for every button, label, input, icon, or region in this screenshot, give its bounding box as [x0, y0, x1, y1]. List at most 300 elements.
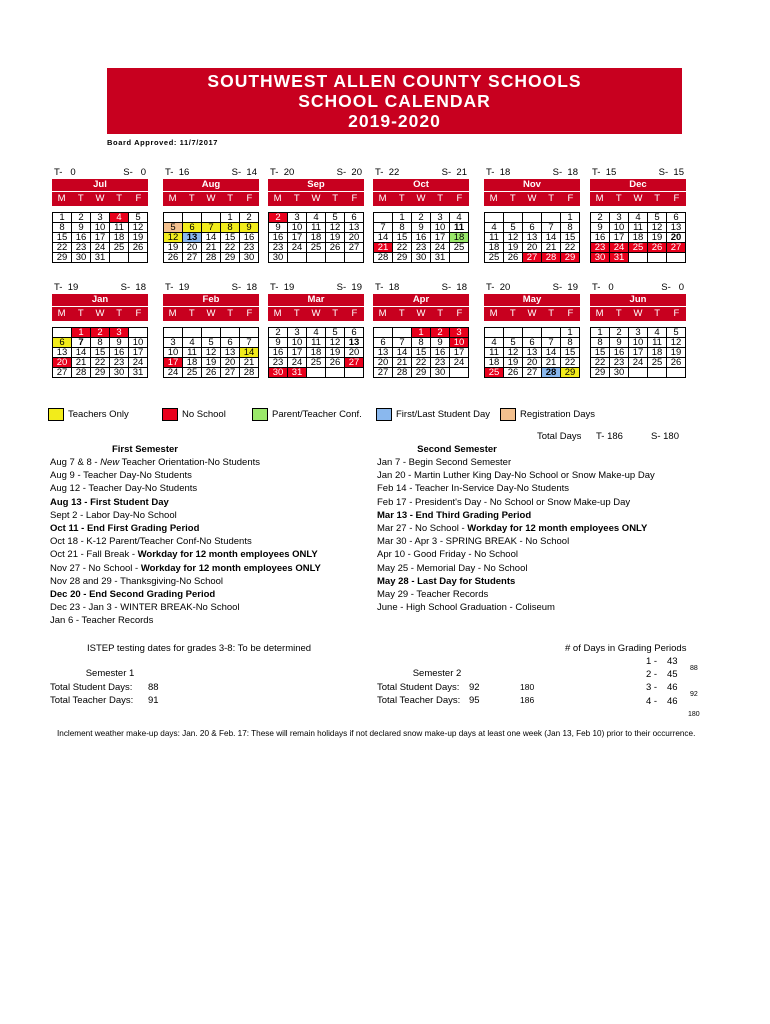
day-cell: [164, 213, 183, 223]
event-line: [377, 496, 630, 509]
day-cell: [183, 213, 202, 223]
weekday-header: [590, 306, 686, 321]
day-cell: 30: [412, 253, 431, 263]
day-cell: 14: [542, 233, 561, 243]
day-cell: 22: [53, 243, 72, 253]
weekday-header: [52, 306, 148, 321]
month-jul: [52, 167, 148, 263]
day-cell: 25: [629, 243, 648, 253]
day-cell: 29: [561, 368, 580, 378]
day-cell: 24: [610, 243, 629, 253]
day-cell: [629, 368, 648, 378]
day-cell: 6: [345, 328, 364, 338]
event-line: [377, 588, 488, 601]
day-cell: 11: [648, 338, 667, 348]
day-cell: [450, 368, 469, 378]
week-row: [374, 253, 469, 263]
event-line: [50, 509, 177, 522]
day-cell: 8: [221, 223, 240, 233]
week-row: [485, 348, 580, 358]
day-cell: 22: [412, 358, 431, 368]
day-cell: 10: [91, 223, 110, 233]
day-cell: [523, 328, 542, 338]
day-cell: 18: [648, 348, 667, 358]
week-row: [591, 338, 686, 348]
day-cell: 27: [345, 243, 364, 253]
student-day-count: S- 0: [661, 282, 684, 293]
grading-sum-semester-2: 92: [690, 691, 698, 698]
student-day-count: S- 18: [552, 167, 578, 178]
day-cell: 27: [183, 253, 202, 263]
weekday-label: T: [437, 308, 444, 319]
legend-swatch: [376, 408, 392, 421]
day-cell: [374, 213, 393, 223]
event-text: Jan 20 - Martin Luther King Day-No School or Snow Make-up Day: [377, 470, 655, 482]
week-row: [591, 328, 686, 338]
event-text: Mar 27 - No School -: [377, 523, 468, 534]
grading-sum-total: 180: [688, 711, 700, 718]
day-cell: [667, 253, 686, 263]
day-cell: [129, 328, 148, 338]
day-cell: 22: [221, 243, 240, 253]
day-cell: 19: [504, 243, 523, 253]
day-cell: 30: [240, 253, 259, 263]
day-cell: [164, 328, 183, 338]
day-cell: 17: [450, 348, 469, 358]
grading-periods-heading: # of Days in Grading Periods: [565, 643, 687, 654]
day-cell: 16: [240, 233, 259, 243]
board-approved-date: Board Approved: 11/7/2017: [107, 138, 219, 147]
title-line-1: SOUTHWEST ALLEN COUNTY SCHOOLS: [207, 71, 582, 91]
day-cell: 26: [326, 358, 345, 368]
month-day-counts: [268, 282, 364, 294]
day-cell: 31: [431, 253, 450, 263]
day-cell: 26: [504, 368, 523, 378]
day-cell: 23: [269, 243, 288, 253]
day-cell: 19: [326, 348, 345, 358]
grading-period-label: 2 -: [646, 669, 658, 681]
week-row: [374, 358, 469, 368]
day-cell: 31: [288, 368, 307, 378]
day-cell: 28: [72, 368, 91, 378]
teacher-day-count: T- 18: [486, 167, 511, 178]
calendar-title-banner: [107, 68, 682, 134]
grading-period-label: 4 -: [646, 695, 658, 707]
day-cell: 10: [288, 338, 307, 348]
month-days-table: [484, 212, 580, 263]
day-cell: 11: [450, 223, 469, 233]
weekday-label: W: [416, 308, 426, 319]
event-text: Feb 14 - Teacher In-Service Day-No Students: [377, 483, 570, 495]
day-cell: 16: [591, 233, 610, 243]
event-line: [377, 601, 555, 614]
day-cell: [542, 213, 561, 223]
day-cell: 24: [288, 358, 307, 368]
event-text: Oct 11 - End First Grading Period: [50, 523, 200, 534]
week-row: [53, 348, 148, 358]
week-row: [164, 358, 259, 368]
event-line: [377, 509, 531, 522]
sem2-teacher-label: Total Teacher Days:: [377, 695, 461, 706]
day-cell: 31: [610, 253, 629, 263]
grading-period-label: 3 -: [646, 682, 658, 694]
day-cell: 20: [183, 243, 202, 253]
event-text: Apr 10 - Good Friday - No School: [377, 549, 518, 561]
day-cell: 19: [504, 358, 523, 368]
week-row: [164, 233, 259, 243]
day-cell: 4: [450, 213, 469, 223]
day-cell: 13: [183, 233, 202, 243]
month-nov: [484, 167, 580, 263]
weekday-header: [268, 191, 364, 206]
day-cell: 18: [307, 348, 326, 358]
event-line: [50, 588, 215, 601]
day-cell: 13: [523, 233, 542, 243]
week-row: [269, 243, 364, 253]
day-cell: 16: [72, 233, 91, 243]
week-row: [374, 243, 469, 253]
day-cell: 24: [431, 243, 450, 253]
weekday-label: F: [567, 193, 574, 204]
day-cell: 8: [591, 338, 610, 348]
day-cell: 4: [485, 338, 504, 348]
weekday-label: T: [509, 308, 516, 319]
student-day-count: S- 20: [336, 167, 362, 178]
month-name: Feb: [163, 294, 259, 306]
day-cell: 19: [129, 233, 148, 243]
day-cell: 19: [326, 233, 345, 243]
title-line-3: 2019-2020: [348, 111, 441, 131]
student-day-count: S- 19: [552, 282, 578, 293]
weekday-header: [163, 191, 259, 206]
day-cell: 2: [91, 328, 110, 338]
day-cell: 13: [667, 223, 686, 233]
day-cell: 16: [412, 233, 431, 243]
day-cell: 2: [412, 213, 431, 223]
day-cell: 3: [431, 213, 450, 223]
sem2-teacher-days: 95: [469, 695, 480, 706]
weekday-label: T: [398, 308, 405, 319]
student-day-count: S- 19: [336, 282, 362, 293]
day-cell: [504, 213, 523, 223]
day-cell: [202, 328, 221, 338]
day-cell: 25: [183, 368, 202, 378]
weekday-label: M: [273, 193, 282, 204]
day-cell: 13: [374, 348, 393, 358]
event-text: New: [100, 457, 120, 468]
day-cell: 18: [110, 233, 129, 243]
day-cell: 20: [667, 233, 686, 243]
weekday-label: F: [673, 308, 680, 319]
day-cell: 21: [393, 358, 412, 368]
day-cell: 16: [110, 348, 129, 358]
month-days-table: [590, 327, 686, 378]
week-row: [374, 348, 469, 358]
year-student-days: 180: [520, 682, 535, 692]
day-cell: 5: [326, 328, 345, 338]
student-day-count: S- 21: [441, 167, 467, 178]
weekday-header: [163, 306, 259, 321]
event-text: June - High School Graduation - Coliseum: [377, 602, 555, 614]
day-cell: 27: [523, 368, 542, 378]
week-row: [164, 213, 259, 223]
day-cell: 25: [307, 358, 326, 368]
day-cell: 21: [542, 358, 561, 368]
weekday-label: M: [489, 308, 498, 319]
event-text: Feb 17 - President's Day - No School or Snow Make-up Day: [377, 496, 631, 508]
day-cell: [667, 368, 686, 378]
week-row: [164, 223, 259, 233]
weekday-label: M: [595, 308, 604, 319]
event-text: Workday for 12 month employees ONLY: [137, 549, 318, 561]
weekday-label: T: [548, 193, 555, 204]
day-cell: 5: [129, 213, 148, 223]
day-cell: [110, 253, 129, 263]
event-text: Mar 13 - End Third Grading Period: [377, 509, 532, 521]
day-cell: [485, 328, 504, 338]
day-cell: [129, 253, 148, 263]
weekday-label: F: [135, 193, 142, 204]
event-line: [377, 482, 569, 495]
week-row: [269, 358, 364, 368]
day-cell: 10: [450, 338, 469, 348]
week-row: [591, 213, 686, 223]
month-day-counts: [52, 167, 148, 179]
day-cell: 5: [504, 338, 523, 348]
day-cell: [326, 368, 345, 378]
day-cell: 29: [591, 368, 610, 378]
event-text: May 28 - Last Day for Students: [377, 575, 516, 587]
day-cell: 19: [648, 233, 667, 243]
event-line: [377, 469, 655, 482]
month-name: Jun: [590, 294, 686, 306]
day-cell: 5: [326, 213, 345, 223]
day-cell: 9: [72, 223, 91, 233]
day-cell: 24: [164, 368, 183, 378]
day-cell: 1: [393, 213, 412, 223]
day-cell: 25: [307, 243, 326, 253]
weekday-label: M: [489, 193, 498, 204]
event-text: May 29 - Teacher Records: [377, 589, 489, 600]
month-sep: [268, 167, 364, 263]
day-cell: [288, 253, 307, 263]
weekday-header: [484, 191, 580, 206]
day-cell: 6: [183, 223, 202, 233]
day-cell: 15: [91, 348, 110, 358]
month-day-counts: [163, 282, 259, 294]
week-row: [53, 358, 148, 368]
day-cell: 2: [591, 213, 610, 223]
sem1-teacher-days: 91: [148, 695, 159, 706]
first-semester-heading: First Semester: [111, 444, 178, 455]
legend-swatch: [162, 408, 178, 421]
day-cell: 1: [591, 328, 610, 338]
event-text: Nov 28 and 29 - Thanksgiving-No School: [50, 575, 224, 587]
day-cell: 1: [72, 328, 91, 338]
day-cell: 21: [240, 358, 259, 368]
week-row: [591, 358, 686, 368]
event-line: [377, 456, 511, 469]
month-jan: [52, 282, 148, 378]
day-cell: 30: [610, 368, 629, 378]
total-days-label: Total Days: [537, 431, 582, 442]
day-cell: 26: [667, 358, 686, 368]
day-cell: 27: [345, 358, 364, 368]
month-apr: [373, 282, 469, 378]
day-cell: 20: [53, 358, 72, 368]
day-cell: [307, 253, 326, 263]
day-cell: 24: [91, 243, 110, 253]
weekday-label: W: [527, 193, 537, 204]
event-line: [377, 522, 647, 535]
day-cell: 9: [240, 223, 259, 233]
day-cell: 15: [221, 233, 240, 243]
day-cell: 25: [648, 358, 667, 368]
day-cell: 4: [307, 213, 326, 223]
day-cell: 27: [221, 368, 240, 378]
weekday-label: T: [437, 193, 444, 204]
day-cell: 12: [648, 223, 667, 233]
semester-1-heading: Semester 1: [85, 668, 135, 679]
month-day-counts: [52, 282, 148, 294]
day-cell: 10: [288, 223, 307, 233]
day-cell: 12: [202, 348, 221, 358]
day-cell: 10: [610, 223, 629, 233]
day-cell: 1: [53, 213, 72, 223]
weekday-label: W: [633, 308, 643, 319]
week-row: [485, 253, 580, 263]
day-cell: 6: [53, 338, 72, 348]
day-cell: 3: [450, 328, 469, 338]
week-row: [374, 213, 469, 223]
legend-label: Teachers Only: [68, 409, 129, 420]
day-cell: 13: [345, 223, 364, 233]
day-cell: 17: [164, 358, 183, 368]
day-cell: 7: [374, 223, 393, 233]
legend-swatch: [48, 408, 64, 421]
day-cell: 28: [542, 253, 561, 263]
day-cell: 7: [542, 338, 561, 348]
day-cell: 28: [202, 253, 221, 263]
day-cell: 6: [523, 223, 542, 233]
weekday-label: M: [595, 193, 604, 204]
day-cell: 14: [202, 233, 221, 243]
day-cell: 20: [221, 358, 240, 368]
semester-2-heading: Semester 2: [412, 668, 462, 679]
day-cell: 26: [326, 243, 345, 253]
day-cell: 16: [269, 233, 288, 243]
student-day-count: S- 14: [231, 167, 257, 178]
day-cell: 25: [485, 253, 504, 263]
weekday-label: T: [188, 308, 195, 319]
student-day-count: S- 15: [658, 167, 684, 178]
day-cell: 22: [561, 358, 580, 368]
month-day-counts: [163, 167, 259, 179]
event-text: Workday for 12 month employees ONLY: [140, 562, 321, 574]
weekday-label: W: [527, 308, 537, 319]
weekday-label: T: [654, 308, 661, 319]
day-cell: 12: [504, 233, 523, 243]
day-cell: 6: [221, 338, 240, 348]
day-cell: 8: [91, 338, 110, 348]
day-cell: 23: [610, 358, 629, 368]
day-cell: 12: [326, 223, 345, 233]
day-cell: 8: [412, 338, 431, 348]
day-cell: 1: [561, 328, 580, 338]
week-row: [269, 328, 364, 338]
month-day-counts: [590, 167, 686, 179]
day-cell: 31: [91, 253, 110, 263]
weekday-label: T: [615, 308, 622, 319]
legend-label: No School: [182, 409, 226, 420]
day-cell: 18: [450, 233, 469, 243]
teacher-day-count: T- 19: [54, 282, 79, 293]
week-row: [485, 223, 580, 233]
sem1-student-label: Total Student Days:: [50, 682, 133, 693]
title-line-2: SCHOOL CALENDAR: [298, 91, 491, 111]
day-cell: 10: [431, 223, 450, 233]
day-cell: 3: [110, 328, 129, 338]
day-cell: [648, 368, 667, 378]
grading-period-days: 46: [667, 695, 678, 707]
grading-period-days: 45: [667, 669, 678, 681]
day-cell: 1: [561, 213, 580, 223]
month-oct: [373, 167, 469, 263]
day-cell: 1: [412, 328, 431, 338]
day-cell: 1: [221, 213, 240, 223]
day-cell: 30: [110, 368, 129, 378]
weekday-label: M: [168, 193, 177, 204]
day-cell: 6: [523, 338, 542, 348]
week-row: [374, 368, 469, 378]
weekday-label: T: [227, 308, 234, 319]
day-cell: 27: [667, 243, 686, 253]
weekday-label: F: [246, 308, 253, 319]
month-name: Aug: [163, 179, 259, 191]
week-row: [374, 233, 469, 243]
student-day-count: S- 18: [231, 282, 257, 293]
day-cell: [326, 253, 345, 263]
weekday-label: F: [135, 308, 142, 319]
day-cell: 25: [110, 243, 129, 253]
day-cell: 5: [164, 223, 183, 233]
event-text: Oct 21 - Fall Break -: [50, 549, 138, 561]
month-name: Sep: [268, 179, 364, 191]
week-row: [53, 328, 148, 338]
sem2-student-label: Total Student Days:: [377, 682, 460, 693]
day-cell: 13: [53, 348, 72, 358]
weekday-label: W: [311, 193, 321, 204]
day-cell: 7: [542, 223, 561, 233]
day-cell: 13: [523, 348, 542, 358]
week-row: [164, 253, 259, 263]
day-cell: 7: [72, 338, 91, 348]
day-cell: 29: [221, 253, 240, 263]
day-cell: 14: [393, 348, 412, 358]
month-may: [484, 282, 580, 378]
event-text: Jan 7 - Begin Second Semester: [377, 457, 512, 468]
weekday-label: F: [351, 193, 358, 204]
weekday-label: F: [567, 308, 574, 319]
event-text: Sept 2 - Labor Day-No School: [50, 509, 177, 521]
weekday-label: T: [332, 308, 339, 319]
day-cell: 4: [183, 338, 202, 348]
week-row: [53, 338, 148, 348]
weekday-label: T: [293, 193, 300, 204]
day-cell: 9: [591, 223, 610, 233]
day-cell: 16: [431, 348, 450, 358]
day-cell: 26: [164, 253, 183, 263]
